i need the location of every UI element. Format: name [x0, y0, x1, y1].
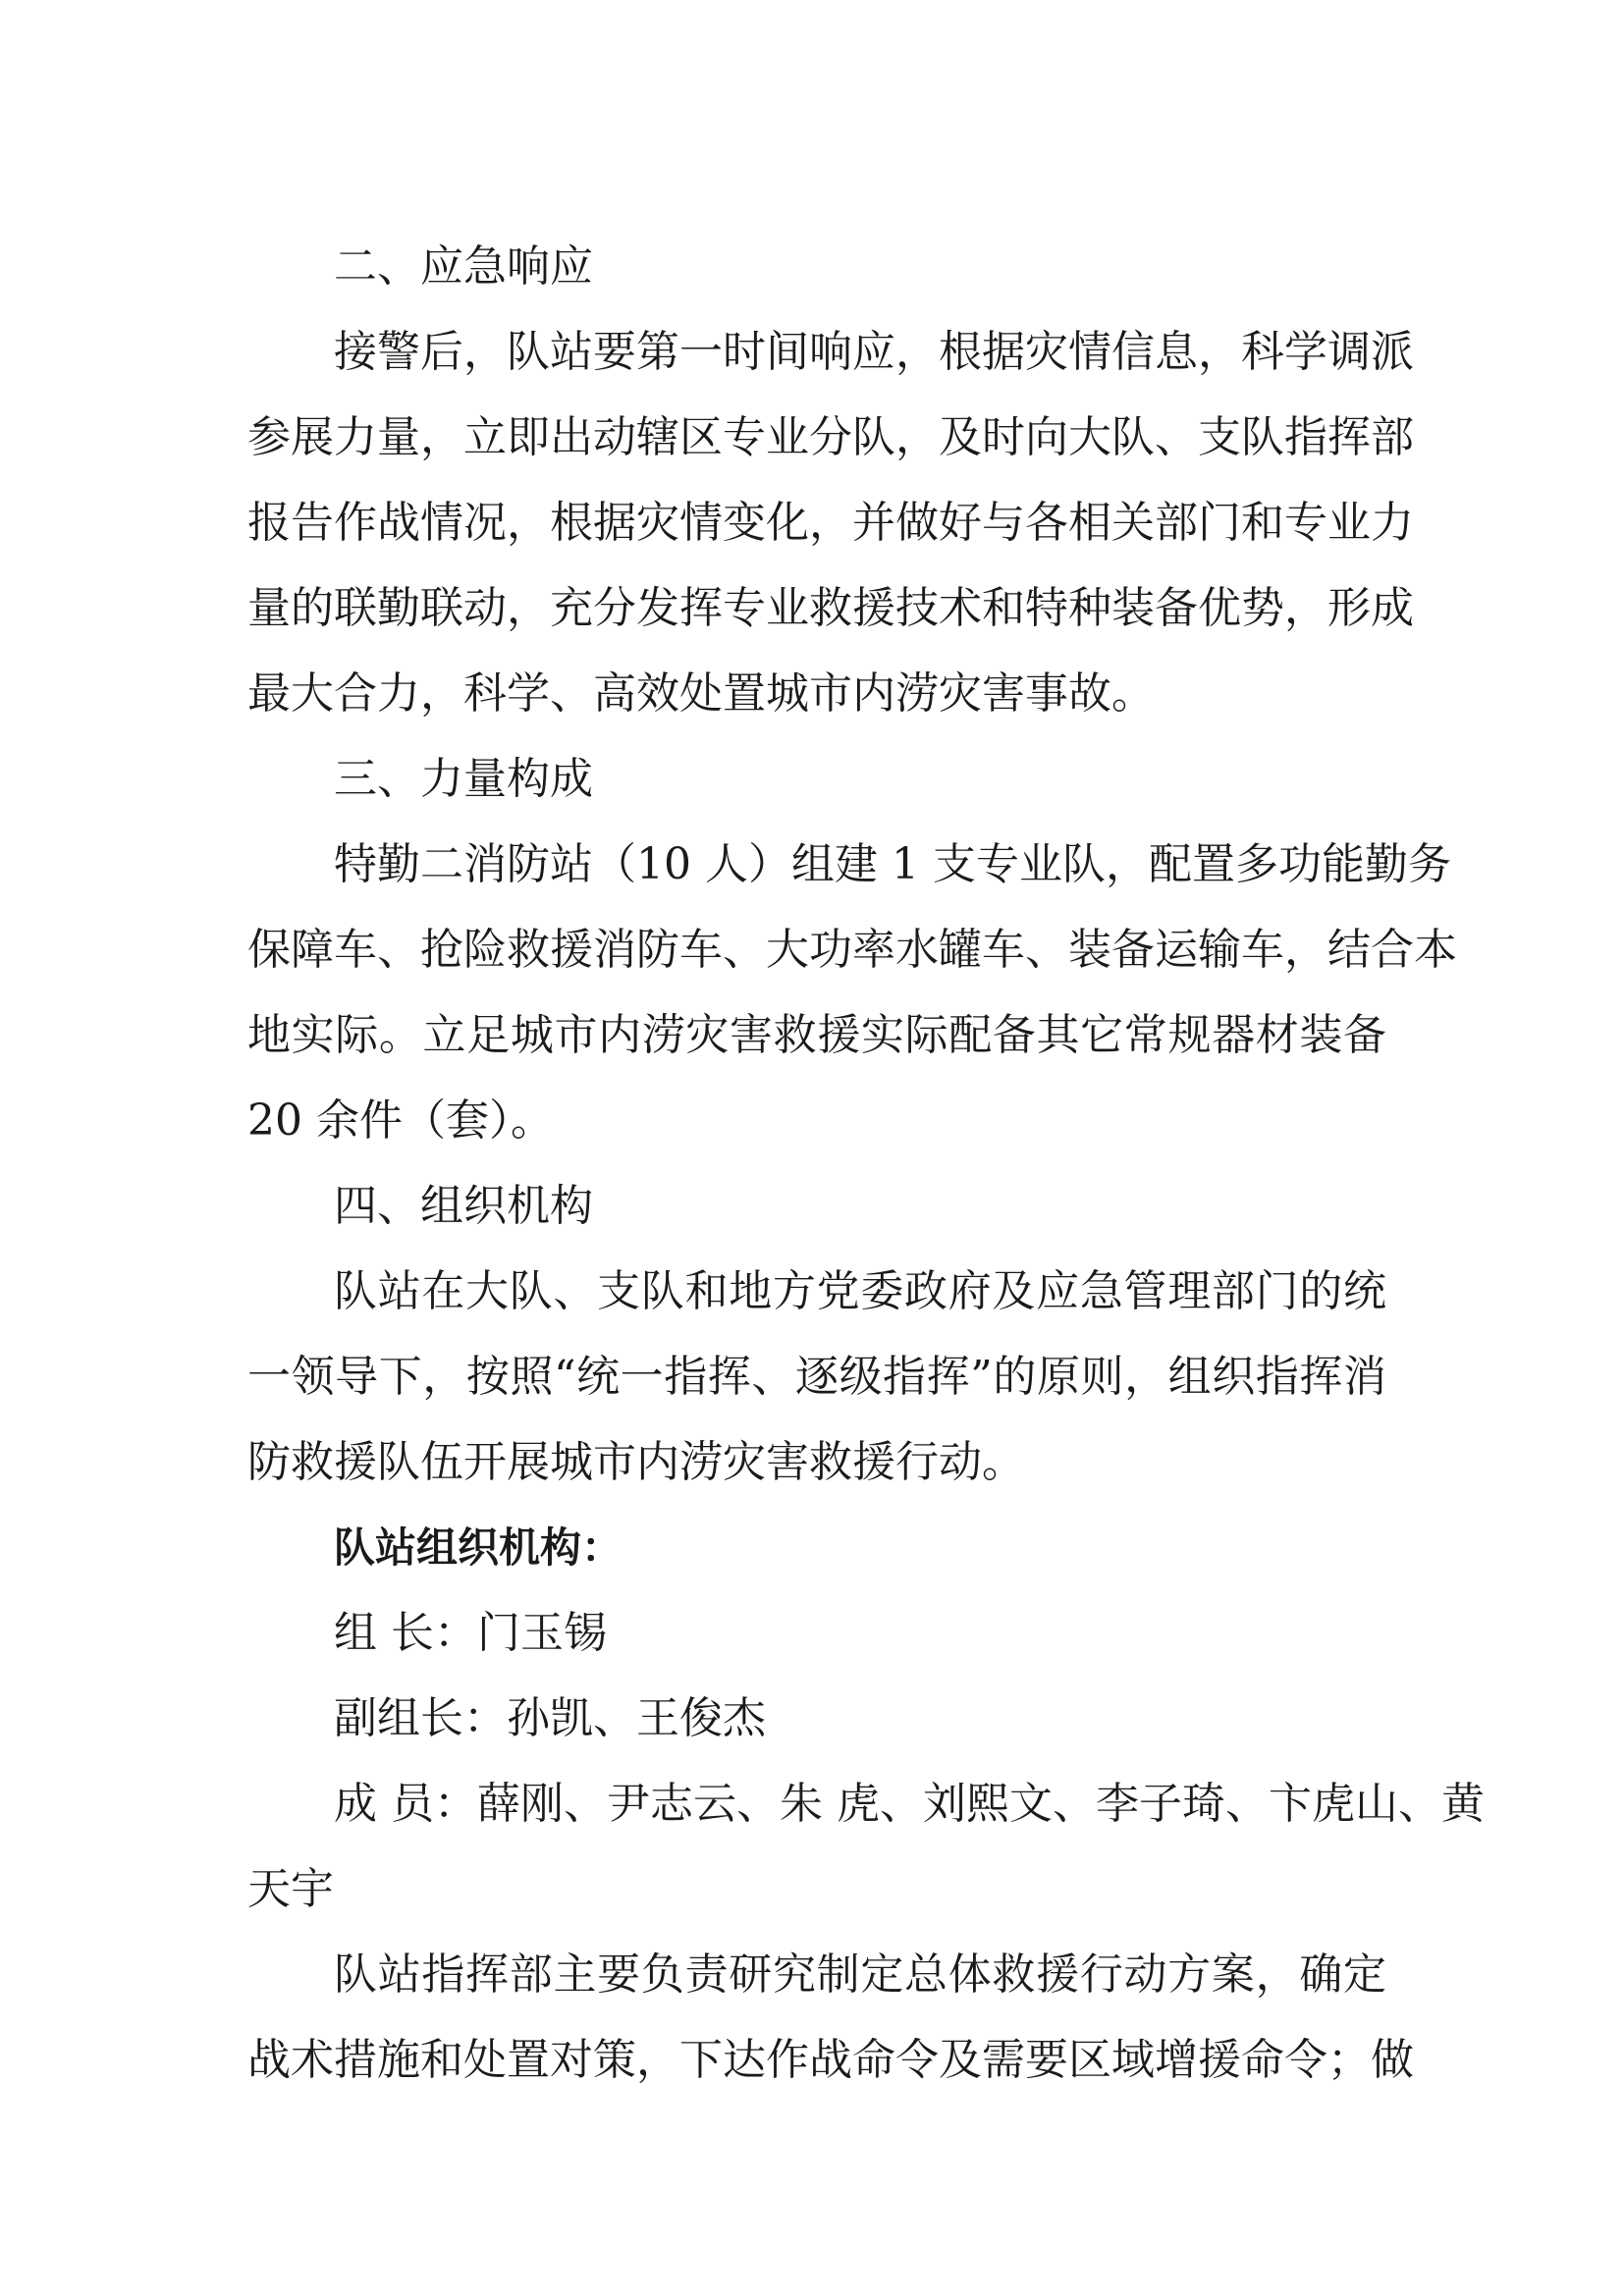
paragraph-line: 参展力量，立即出动辖区专业分队，及时向大队、支队指挥部 [247, 412, 1414, 462]
paragraph-line: 特勤二消防站（10 人）组建 1 支专业队，配置多功能勤务 [334, 839, 1451, 889]
paragraph-line: 量的联勤联动，充分发挥专业救援技术和特种装备优势，形成 [247, 583, 1414, 633]
paragraph-line: 报告作战情况，根据灾情变化，并做好与各相关部门和专业力 [247, 498, 1414, 548]
paragraph-line: 保障车、抢险救援消防车、大功率水罐车、装备运输车，结合本 [247, 925, 1457, 975]
org-leader: 组 长：门玉锡 [334, 1608, 607, 1658]
org-members-line: 成 员：薛刚、尹志云、朱 虎、刘熙文、李子琦、卞虎山、黄 [334, 1779, 1485, 1829]
paragraph-line: 队站在大队、支队和地方党委政府及应急管理部门的统 [334, 1266, 1386, 1316]
org-deputy: 副组长：孙凯、王俊杰 [334, 1693, 766, 1743]
paragraph-line: 一领导下，按照“统一指挥、逐级指挥”的原则，组织指挥消 [247, 1352, 1386, 1402]
paragraph-line: 20 余件（套）。 [247, 1095, 554, 1146]
org-structure-title: 队站组织机构： [334, 1523, 623, 1572]
paragraph-line: 地实际。立足城市内涝灾害救援实际配备其它常规器材装备 [247, 1010, 1386, 1060]
org-members-line: 天宇 [247, 1864, 334, 1914]
paragraph-line: 战术措施和处置对策，下达作战命令及需要区域增援命令；做 [247, 2035, 1414, 2085]
section-heading-emergency-response: 二、应急响应 [334, 241, 593, 292]
document-body [247, 224, 1485, 2103]
section-heading-organization: 四、组织机构 [334, 1181, 593, 1231]
paragraph-line: 最大合力，科学、高效处置城市内涝灾害事故。 [247, 668, 1155, 719]
paragraph-line: 队站指挥部主要负责研究制定总体救援行动方案，确定 [334, 1949, 1386, 2000]
paragraph-line: 接警后，队站要第一时间响应，根据灾情信息，科学调派 [334, 327, 1414, 377]
paragraph-line: 防救援队伍开展城市内涝灾害救援行动。 [247, 1437, 1025, 1487]
section-heading-force-composition: 三、力量构成 [334, 754, 593, 804]
